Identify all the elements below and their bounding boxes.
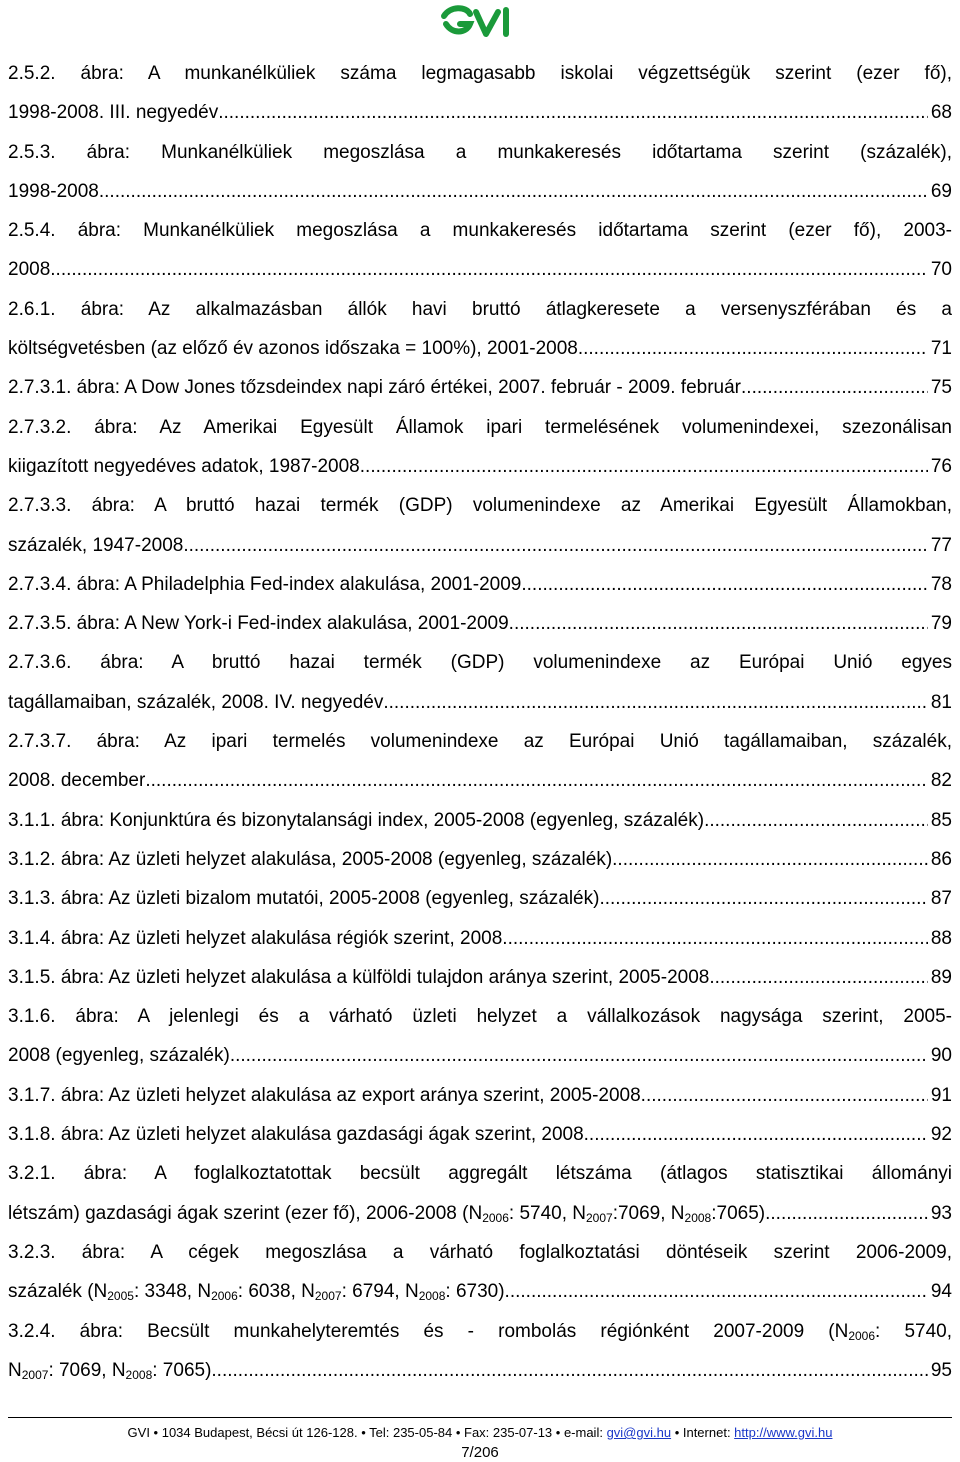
gvi-logo — [436, 2, 526, 42]
subscript-year: 2007 — [314, 1289, 342, 1304]
dot-leader — [230, 1036, 928, 1075]
toc-entry-last-line — [8, 958, 952, 997]
toc-entry-line: 3.2.4. ábra: Becsült munkahelyteremtés és - rombolás régiónként 2007-2009 ($N_{2006}$: 5740, — [8, 1320, 952, 1343]
dot-leader — [218, 93, 928, 132]
page-number: 7/206 — [461, 1444, 499, 1461]
toc-entry-title: 3.1.7. ábra: Az üzleti helyzet alakulása az export aránya szerint, 2005-2008 — [8, 1084, 641, 1106]
toc-entry-last-line — [8, 1194, 952, 1233]
subscript-year: 2007 — [21, 1367, 49, 1382]
toc-entry-line: 2.5.4. ábra: Munkanélküliek megoszlása a munkakeresés időtartama szerint (ezer fő), 2003- — [8, 220, 952, 242]
toc-entry[interactable] — [8, 133, 952, 212]
toc-entry[interactable] — [8, 919, 952, 958]
toc-entry[interactable] — [8, 290, 952, 369]
toc-entry[interactable] — [8, 997, 952, 1076]
toc-entry-title: 3.1.2. ábra: Az üzleti helyzet alakulása, 2005-2008 (egyenleg, százalék) — [8, 848, 613, 870]
dot-leader — [505, 1272, 928, 1311]
gvi-logo-icon — [436, 2, 526, 42]
toc-entry-last-line — [8, 250, 952, 289]
toc-entry-title: 2008 (egyenleg, százalék) — [8, 1045, 230, 1067]
toc-entry-last-line — [8, 329, 952, 368]
toc-entry-last-line — [8, 93, 952, 132]
toc-entry-title: 3.1.3. ábra: Az üzleti bizalom mutatói, 2005-2008 (egyenleg, százalék) — [8, 888, 600, 910]
toc-entry-line: 3.2.3. ábra: A cégek megoszlása a várható foglalkoztatási döntéseik szerint 2006-2009, — [8, 1241, 952, 1263]
toc-page-number: 81 — [930, 691, 952, 713]
toc-entry-title: 3.1.4. ábra: Az üzleti helyzet alakulása régiók szerint, 2008 — [8, 927, 503, 949]
subscript-year: 2008 — [418, 1289, 446, 1304]
dot-leader — [360, 447, 928, 486]
toc-entry[interactable] — [8, 958, 952, 997]
toc-page-number: 85 — [930, 809, 952, 831]
toc-page-number: 76 — [930, 455, 952, 477]
toc-entry-line: 3.1.6. ábra: A jelenlegi és a várható üzleti helyzet a vállalkozások nagysága szerint, 2005- — [8, 1006, 952, 1028]
toc-entry[interactable] — [8, 1115, 952, 1154]
toc-entry[interactable] — [8, 211, 952, 290]
toc-entry-title: 1998-2008. III. negyedév — [8, 102, 219, 124]
toc-entry-line: 2.5.2. ábra: A munkanélküliek száma legmagasabb iskolai végzettségük szerint (ezer fő), — [8, 63, 952, 84]
toc-page-number: 95 — [930, 1359, 952, 1381]
dot-leader — [704, 801, 928, 840]
dot-leader — [383, 683, 928, 722]
footer-text: GVI • 1034 Budapest, Bécsi út 126-128. • Tel: 235-05-84 • Fax: 235-07-13 • e-mail: — [127, 1425, 607, 1440]
toc-entry-line: 2.7.3.7. ábra: Az ipari termelés volumenindexe az Európai Unió tagállamaiban, százalék, — [8, 731, 952, 753]
toc-page-number: 91 — [930, 1084, 952, 1106]
toc-entry[interactable] — [8, 604, 952, 643]
toc-entry-last-line — [8, 879, 952, 918]
subscript-year: 2005 — [107, 1289, 134, 1304]
toc-page-number: 89 — [930, 966, 952, 988]
table-of-figures — [8, 54, 952, 1390]
toc-page-number: 71 — [930, 338, 952, 360]
toc-page-number: 90 — [930, 1045, 952, 1067]
toc-page-number: 87 — [930, 888, 952, 910]
dot-leader — [183, 526, 928, 565]
toc-entry[interactable] — [8, 368, 952, 407]
toc-entry-line: 2.7.3.6. ábra: A bruttó hazai termék (GDP) volumenindexe az Európai Unió egyes — [8, 652, 952, 674]
toc-entry-last-line — [8, 565, 952, 604]
toc-entry[interactable] — [8, 1312, 952, 1391]
dot-leader — [709, 958, 928, 997]
toc-entry-line: 2.7.3.3. ábra: A bruttó hazai termék (GDP) volumenindexe az Amerikai Egyesült Államokban, — [8, 495, 952, 517]
subscript-year: 2006 — [848, 1328, 876, 1343]
toc-entry[interactable] — [8, 840, 952, 879]
toc-entry-last-line — [8, 526, 952, 565]
footer-text-internet: • Internet: — [671, 1425, 735, 1440]
dot-leader — [641, 1076, 928, 1115]
dot-leader — [765, 1194, 928, 1233]
toc-page-number: 88 — [930, 927, 952, 949]
toc-entry-title: tagállamaiban, százalék, 2008. IV. negyedév — [8, 691, 384, 713]
toc-entry-last-line — [8, 172, 952, 211]
dot-leader — [99, 172, 928, 211]
toc-entry-title: létszám) gazdasági ágak szerint (ezer fő), 2006-2008 ($N_{2006}$: 5740, $N_{2007}:7069$, $N_{2008}:7065$) — [8, 1202, 766, 1225]
toc-entry-line: 2.6.1. ábra: Az alkalmazásban állók havi bruttó átlagkeresete a versenyszférában és a — [8, 298, 952, 320]
footer — [8, 1424, 952, 1442]
toc-page-number: 70 — [930, 259, 952, 281]
toc-entry[interactable] — [8, 1154, 952, 1233]
toc-page-number: 86 — [930, 848, 952, 870]
dot-leader — [612, 840, 928, 879]
toc-entry-title: 2.7.3.5. ábra: A New York-i Fed-index alakulása, 2001-2009 — [8, 613, 509, 635]
subscript-year: 2008 — [684, 1210, 712, 1225]
toc-page-number: 75 — [930, 377, 952, 399]
toc-page-number: 77 — [930, 534, 952, 556]
toc-entry-title: költségvetésben (az előző év azonos időszaka = 100%), 2001-2008 — [8, 338, 578, 360]
toc-entry-last-line — [8, 840, 952, 879]
toc-entry[interactable] — [8, 643, 952, 722]
toc-entry-line: 2.7.3.2. ábra: Az Amerikai Egyesült Államok ipari termelésének volumenindexei, szezonálisan — [8, 416, 952, 438]
toc-entry-title: 1998-2008 — [8, 180, 99, 202]
dot-leader — [211, 1351, 927, 1390]
toc-entry-last-line — [8, 447, 952, 486]
toc-entry-title: 2008 — [8, 259, 51, 281]
subscript-year: 2006 — [211, 1289, 238, 1304]
dot-leader — [502, 919, 928, 958]
toc-entry-last-line — [8, 919, 952, 958]
dot-leader — [145, 761, 928, 800]
footer-website-link[interactable]: http://www.gvi.hu — [734, 1425, 833, 1440]
toc-entry-title: százalék, 1947-2008 — [8, 534, 184, 556]
toc-entry[interactable] — [8, 565, 952, 604]
dot-leader — [509, 604, 928, 643]
toc-page-number: 69 — [930, 180, 952, 202]
footer-email-link[interactable]: gvi@gvi.hu — [606, 1425, 672, 1440]
toc-page-number: 82 — [930, 770, 952, 792]
dot-leader — [741, 368, 928, 407]
toc-entry-title: 2.7.3.4. ábra: A Philadelphia Fed-index alakulása, 2001-2009 — [8, 573, 522, 595]
toc-entry-last-line — [8, 1036, 952, 1075]
toc-page-number: 68 — [930, 102, 952, 124]
footer-divider — [8, 1417, 952, 1418]
toc-entry-last-line — [8, 1076, 952, 1115]
dot-leader — [584, 1115, 928, 1154]
toc-entry[interactable] — [8, 486, 952, 565]
subscript-year: 2008 — [125, 1367, 153, 1382]
toc-entry-last-line — [8, 604, 952, 643]
toc-entry-line: 3.2.1. ábra: A foglalkoztatottak becsült aggregált létszáma (átlagos statisztikai állományi — [8, 1163, 952, 1185]
toc-entry-title: százalék ($N_{2005}$: 3348, $N_{2006}$: 6038, $N_{2007}$: 6794, $N_{2008}$: 6730) — [8, 1281, 505, 1304]
toc-entry[interactable] — [8, 54, 952, 133]
toc-entry-title: $N_{2007}$: 7069, $N_{2008}$: 7065) — [8, 1359, 212, 1382]
dot-leader — [578, 329, 928, 368]
toc-entry[interactable] — [8, 879, 952, 918]
toc-entry-last-line — [8, 1272, 952, 1311]
dot-leader — [50, 250, 928, 289]
subscript-year: 2006 — [482, 1210, 509, 1225]
toc-page-number: 93 — [930, 1202, 952, 1224]
dot-leader — [599, 879, 927, 918]
toc-entry[interactable] — [8, 801, 952, 840]
toc-entry-last-line — [8, 1351, 952, 1390]
toc-page-number: 79 — [930, 613, 952, 635]
toc-entry-title: 3.1.1. ábra: Konjunktúra és bizonytalansági index, 2005-2008 (egyenleg, százalék) — [8, 809, 705, 831]
subscript-year: 2007 — [586, 1210, 613, 1225]
toc-entry-title: 2008. december — [8, 770, 146, 792]
toc-entry[interactable] — [8, 1076, 952, 1115]
toc-page-number: 94 — [930, 1281, 952, 1303]
toc-entry-last-line — [8, 801, 952, 840]
toc-entry[interactable] — [8, 722, 952, 801]
toc-entry-title: 3.1.5. ábra: Az üzleti helyzet alakulása a külföldi tulajdon aránya szerint, 2005-2008 — [8, 966, 710, 988]
toc-entry-title: 2.7.3.1. ábra: A Dow Jones tőzsdeindex napi záró értékei, 2007. február - 2009. február — [8, 377, 742, 399]
toc-page-number: 92 — [930, 1124, 952, 1146]
toc-entry-title: kiigazított negyedéves adatok, 1987-2008 — [8, 455, 360, 477]
toc-entry-last-line — [8, 761, 952, 800]
toc-entry-last-line — [8, 683, 952, 722]
toc-entry[interactable] — [8, 1233, 952, 1312]
toc-page-number: 78 — [930, 573, 952, 595]
toc-entry-last-line — [8, 1115, 952, 1154]
toc-entry-title: 3.1.8. ábra: Az üzleti helyzet alakulása gazdasági ágak szerint, 2008 — [8, 1124, 584, 1146]
toc-entry[interactable] — [8, 408, 952, 487]
toc-entry-last-line — [8, 368, 952, 407]
toc-entry-line: 2.5.3. ábra: Munkanélküliek megoszlása a munkakeresés időtartama szerint (százalék), — [8, 141, 952, 163]
dot-leader — [521, 565, 927, 604]
